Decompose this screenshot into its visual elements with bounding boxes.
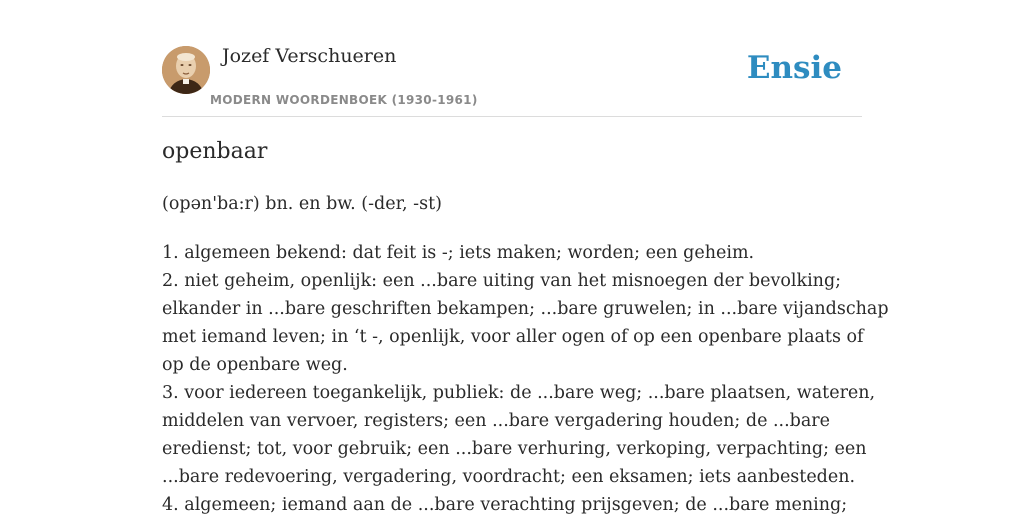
definition-line: eredienst; tot, voor gebruik; een ...bare verhuring, verkoping, verpachting; een [162,439,867,459]
definition-text [162,239,889,519]
definition-line: 3. voor iedereen toegankelijk, publiek: de ...bare weg; ...bare plaatsen, wateren, [162,383,876,403]
definition-line: middelen van vervoer, registers; een ...bare vergadering houden; de ...bare [162,411,831,431]
definition-line: ...bare redevoering, vergadering, voordracht; een eksamen; iets aanbesteden. [162,467,856,487]
definition-line: elkander in ...bare geschriften bekampen; ...bare gruwelen; in ...bare vijandschap [162,299,889,319]
definition-line: 4. algemeen; iemand aan de ...bare verachting prijsgeven; de ...bare mening; [162,495,848,515]
entry-header [162,0,862,117]
dictionary-source[interactable]: MODERN WOORDENBOEK (1930-1961) [210,93,478,107]
grammar-info: (opən'ba:r) bn. en bw. (-der, -st) [162,194,442,214]
definition-line: met iemand leven; in ‘t -, openlijk, voor aller ogen of op een openbare plaats of [162,327,864,347]
author-avatar[interactable] [162,46,210,94]
definition-line: 2. niet geheim, openlijk: een ...bare uiting van het misnoegen der bevolking; [162,271,842,291]
definition-line: op de openbare weg. [162,355,348,375]
author-name[interactable]: Jozef Verschueren [222,45,397,67]
brand-logo[interactable]: Ensie [746,50,842,86]
headword: openbaar [162,139,268,164]
entry-card [162,0,889,515]
portrait-image [162,46,210,94]
definition-line: 1. algemeen bekend: dat feit is -; iets maken; worden; een geheim. [162,243,755,263]
